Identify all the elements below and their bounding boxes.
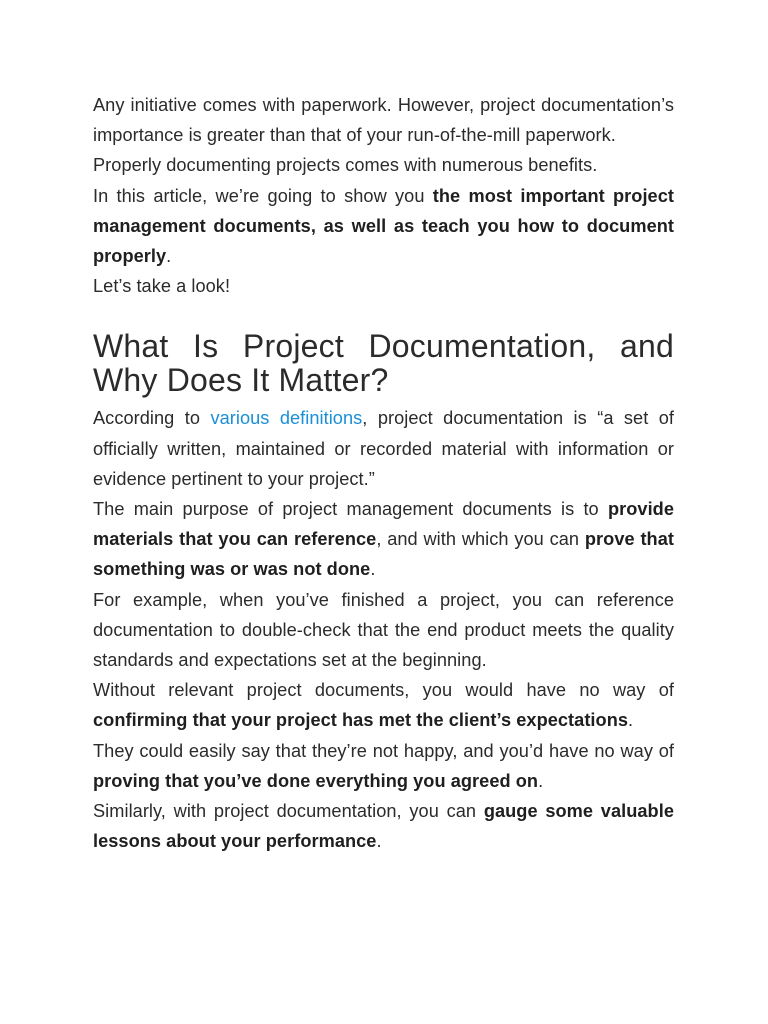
body-paragraph-2 bbox=[93, 494, 674, 585]
bold-text-run: the most important project management documents, as well as teach you how to document properly bbox=[93, 185, 674, 267]
text-run: . bbox=[628, 710, 634, 731]
text-run: The main purpose of project management documents is to bbox=[93, 499, 608, 520]
intro-paragraph-1 bbox=[93, 90, 674, 150]
text-run: Properly documenting projects comes with numerous benefits. bbox=[93, 155, 598, 176]
text-run: , project documentation is “a set of officially written, maintained or recorded material with information or evidence pertinent to your project.” bbox=[93, 408, 674, 489]
article-body bbox=[93, 90, 674, 856]
intro-paragraph-2 bbox=[93, 150, 674, 180]
text-run: Any initiative comes with paperwork. However, project documentation’s importance is greater than that of your run-of-the-mill paperwork. bbox=[93, 95, 674, 146]
body-paragraph-3 bbox=[93, 585, 674, 676]
intro-paragraph-3 bbox=[93, 181, 674, 272]
text-run: They could easily say that they’re not happy, and you’d have no way of bbox=[93, 740, 674, 761]
text-run: Let’s take a look! bbox=[93, 276, 231, 297]
bold-text-run: gauge some valuable lessons about your performance bbox=[93, 801, 674, 852]
text-run: Without relevant project documents, you would have no way of bbox=[93, 680, 674, 701]
text-run: . bbox=[166, 246, 172, 267]
various-definitions-link[interactable]: various definitions bbox=[210, 408, 363, 429]
intro-section bbox=[93, 90, 674, 301]
body-paragraph-5 bbox=[93, 736, 674, 796]
text-run: . bbox=[538, 770, 544, 791]
body-paragraph-4 bbox=[93, 675, 674, 735]
bold-text-run: proving that you’ve done everything you agreed on bbox=[93, 770, 539, 791]
text-run: . bbox=[376, 831, 382, 852]
bold-text-run: provide materials that you can reference bbox=[93, 499, 674, 550]
text-run: In this article, we’re going to show you bbox=[93, 185, 433, 206]
body-paragraph-6 bbox=[93, 796, 674, 856]
bold-text-run: prove that something was or was not done bbox=[93, 529, 674, 580]
text-run: For example, when you’ve finished a project, you can reference documentation to double-check that the end product meets the quality standards and expectations set at the beginning. bbox=[93, 589, 674, 671]
bold-text-run: confirming that your project has met the client’s expectations bbox=[93, 710, 629, 731]
text-run: , and with which you can bbox=[376, 529, 585, 550]
text-run: According to bbox=[93, 408, 211, 429]
text-run: . bbox=[370, 559, 376, 580]
text-run: Similarly, with project documentation, you can bbox=[93, 801, 484, 822]
section-content bbox=[93, 403, 674, 856]
intro-paragraph-4 bbox=[93, 271, 674, 301]
body-paragraph-1 bbox=[93, 403, 674, 494]
section-heading: What Is Project Documentation, and Why Does It Matter? bbox=[93, 328, 674, 399]
